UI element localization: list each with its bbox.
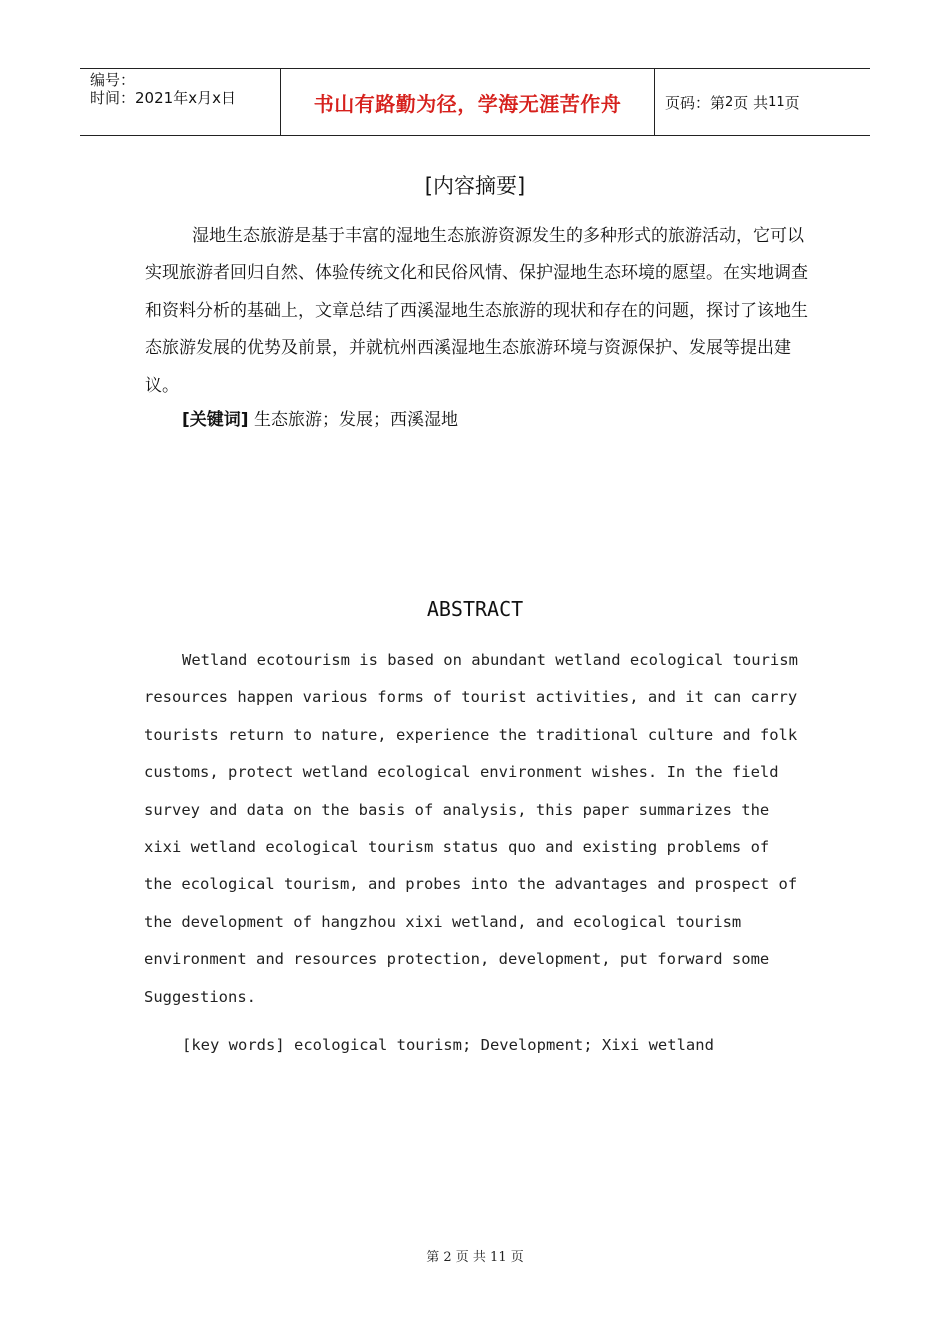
header-page-info	[655, 69, 870, 135]
page-mid: 页 共	[733, 93, 769, 112]
page-footer: 第 2 页 共 11 页	[426, 1250, 524, 1265]
page-end: 页	[784, 93, 800, 112]
chinese-keywords	[182, 402, 822, 439]
time-line	[90, 89, 280, 107]
page-current: 2	[725, 94, 734, 110]
chinese-abstract-title: [内容摘要]	[424, 174, 526, 198]
document-header	[80, 68, 870, 136]
header-motto: 书山有路勤为径，学海无涯苦作舟	[281, 69, 655, 135]
chinese-keywords-value: 生态旅游；发展；西溪湿地	[248, 410, 458, 430]
time-label: 时间：	[90, 89, 136, 107]
chinese-keywords-label: [关键词]	[182, 410, 249, 430]
page-total: 11	[768, 94, 785, 110]
english-abstract-title: ABSTRACT	[426, 597, 524, 621]
time-value: 2021年x月x日	[135, 89, 236, 107]
chinese-abstract-text: 湿地生态旅游是基于丰富的湿地生态旅游资源发生的多种形式的旅游活动，它可以实现旅游者回归自然、体验传统文化和民俗风情、保护湿地生态环境的愿望。在实地调查和资料分析的基础上，文章总结了西溪湿地生态旅游的现状和存在的问题，探讨了该地生态旅游发展的优势及前景，并就杭州西溪湿地生态旅游环境与资源保护、发展等提出建议。	[145, 226, 808, 396]
english-keywords: [key words] ecological tourism; Development; Xixi wetland	[182, 1036, 714, 1054]
english-abstract-text: Wetland ecotourism is based on abundant wetland ecological tourism resources happen various forms of tourist activities, and it can carry tourists return to nature, experience the traditional culture and folk customs, protect wetland ecological environment wishes. In the field survey and data on the basis of analysis, this paper summarizes the xixi wetland ecological tourism status quo and existing problems of the ecological tourism, and probes into the advantages and prospect of the development of hangzhou xixi wetland, and ecological tourism environment and resources protection, development, put forward some Suggestions.	[144, 651, 798, 1006]
page-label: 页码：第	[665, 93, 726, 112]
header-meta	[80, 69, 281, 135]
serial-label: 编号：	[90, 71, 136, 89]
